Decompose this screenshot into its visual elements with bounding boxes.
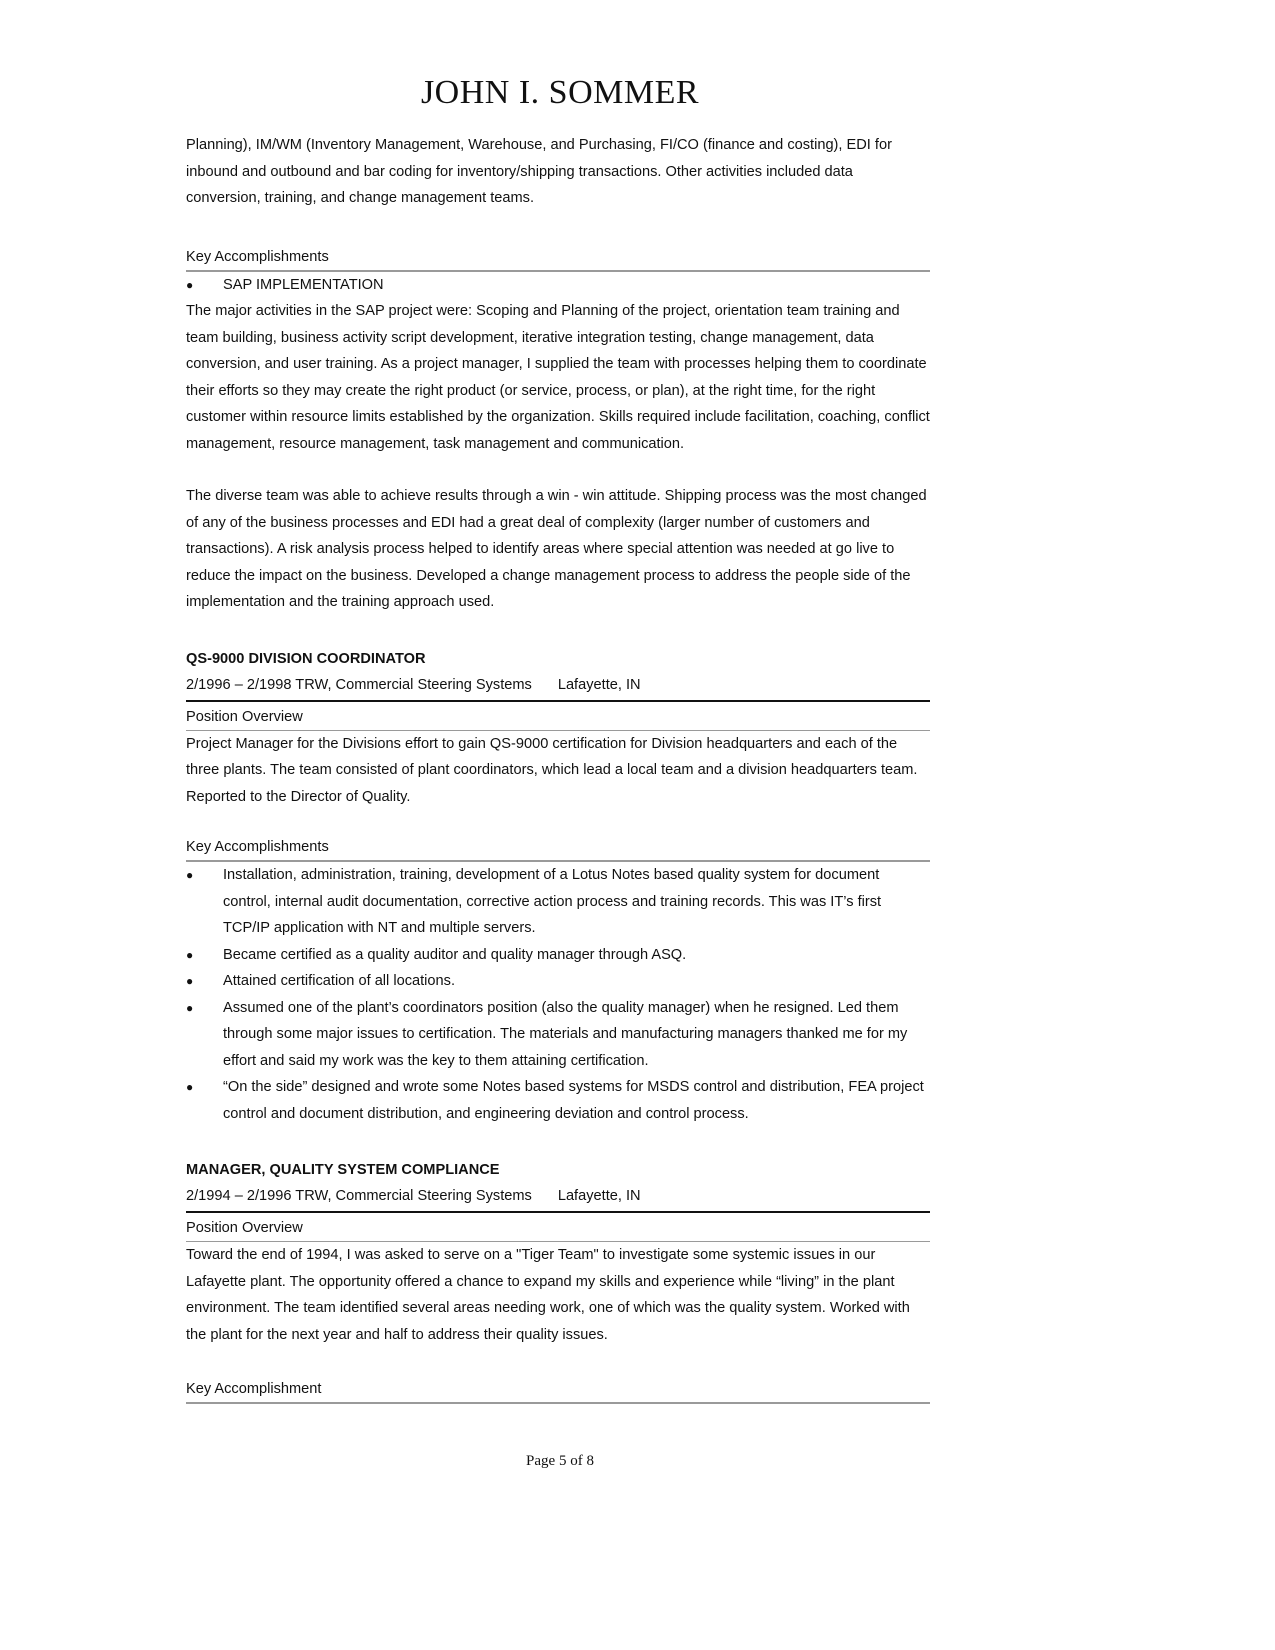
job2-location: Lafayette, IN <box>557 1188 641 1204</box>
bullet-icon: ● <box>186 1000 194 1015</box>
bullet-icon: ● <box>186 1080 194 1094</box>
job1-bullet-list <box>186 862 930 1127</box>
bullet-icon: ● <box>186 947 194 962</box>
intro-paragraph: Planning), IM/WM (Inventory Management, Warehouse, and Purchasing, FI/CO (finance and costing), EDI for inbound and outbound and bar coding for inventory/shipping transactions. Other activities included data conversion, training, and change management teams. <box>186 137 892 206</box>
resume-header-name: JOHN I. SOMMER <box>420 74 700 111</box>
job1-title: QS-9000 DIVISION COORDINATOR <box>186 650 426 667</box>
page-number: Page 5 of 8 <box>526 1453 594 1469</box>
job1-bullet-text: Installation, administration, training, development of a Lotus Notes based quality system for document control, internal audit documentation, corrective action process and training records. This was IT’s first TCP/IP application with NT and multiple servers. <box>223 867 882 936</box>
job1-bullet-text: Assumed one of the plant’s coordinators position (also the quality manager) when he resigned. Led them through some major issues to certification. The materials and manufacturing managers thanked me for my effort and said my work was the key to them attaining certification. <box>223 999 908 1069</box>
sap-paragraph-1: The major activities in the SAP project were: Scoping and Planning of the project, orientation team training and team building, business activity script development, iterative integration testing, change management, data conversion, and user training. As a project manager, I supplied the team with processes helping them to coordinate their efforts so they may create the right product (or service, process, or plan), at the right time, for the right customer within resource limits established by the organization. Skills required include facilitation, coaching, conflict management, resource management, task management and communication. <box>186 303 930 452</box>
sap-key-accomplishments-label: Key Accomplishments <box>186 244 930 272</box>
list-item <box>186 942 930 969</box>
job1-bullet-text: Attained certification of all locations. <box>223 973 456 989</box>
job2-overview-label: Position Overview <box>186 1215 930 1242</box>
sap-bullet-list <box>186 272 930 299</box>
resume-content <box>186 132 930 1404</box>
job2-accomplishments-label: Key Accomplishment <box>186 1376 930 1404</box>
list-item <box>186 272 930 299</box>
job1-bullet-text: Became certified as a quality auditor and quality manager through ASQ. <box>223 946 687 963</box>
list-item <box>186 995 930 1075</box>
job1-meta <box>186 672 930 702</box>
list-item <box>186 968 930 995</box>
bullet-icon: ● <box>186 277 194 292</box>
list-item <box>186 1074 930 1127</box>
job1-location: Lafayette, IN <box>557 676 641 693</box>
job2-dates-company: 2/1994 – 2/1996 TRW, Commercial Steering Systems <box>186 1188 532 1204</box>
bullet-icon: ● <box>186 868 194 882</box>
sap-bullet-text: SAP IMPLEMENTATION <box>223 276 384 293</box>
sap-paragraph-2: The diverse team was able to achieve results through a win - win attitude. Shipping process was the most changed of any of the business processes and EDI had a great deal of complexity (larger number of customers and transactions). A risk analysis process helped to identify areas where special attention was needed at go live to reduce the impact on the business. Developed a change management process to address the people side of the implementation and the training approach used. <box>186 488 927 610</box>
job1-dates-company: 2/1996 – 2/1998 TRW, Commercial Steering Systems <box>186 676 532 693</box>
list-item <box>186 862 930 942</box>
job2-overview: Toward the end of 1994, I was asked to serve on a "Tiger Team" to investigate some systemic issues in our Lafayette plant. The opportunity offered a chance to expand my skills and experience while “living” in the plant environment. The team identified several areas needing work, one of which was the quality system. Worked with the plant for the next year and half to address their quality issues. <box>186 1247 910 1343</box>
job1-accomplishments-label: Key Accomplishments <box>186 834 930 862</box>
job1-bullet-text: “On the side” designed and wrote some Notes based systems for MSDS control and distribution, FEA project control and document distribution, and engineering deviation and control process. <box>223 1079 924 1122</box>
job1-overview-label: Position Overview <box>186 704 930 731</box>
job2-title: MANAGER, QUALITY SYSTEM COMPLIANCE <box>186 1162 500 1178</box>
job2-meta <box>186 1183 930 1213</box>
bullet-icon: ● <box>186 974 194 988</box>
job1-overview: Project Manager for the Divisions effort to gain QS-9000 certification for Division headquarters and each of the three plants. The team consisted of plant coordinators, which lead a local team and a division headquarters team. Reported to the Director of Quality. <box>186 735 918 805</box>
